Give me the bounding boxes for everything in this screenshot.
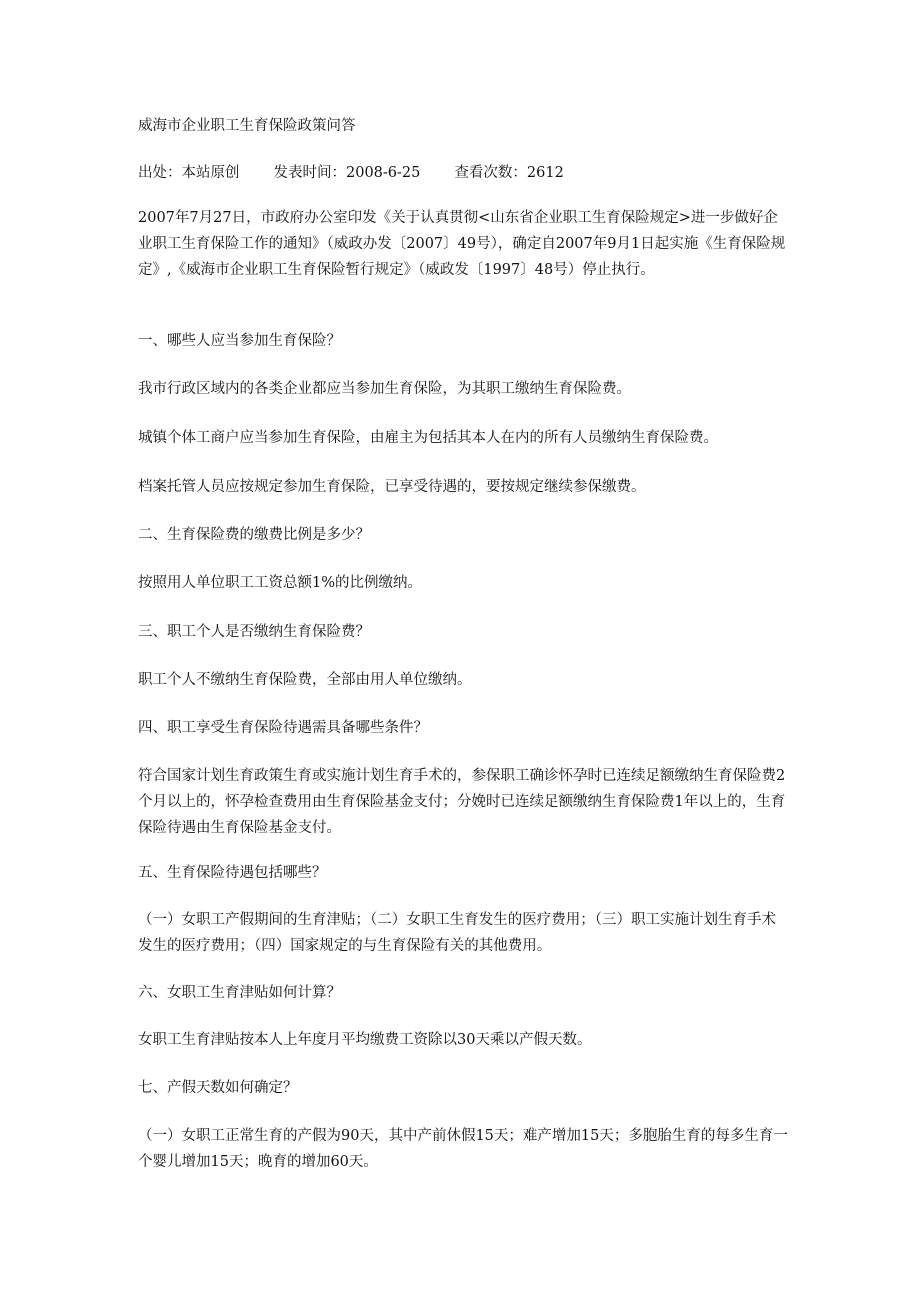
document-meta — [138, 160, 788, 186]
meta-published: 发表时间：2008-6-25 — [273, 165, 421, 181]
meta-source: 出处：本站原创 — [138, 165, 240, 181]
meta-views: 查看次数：2612 — [454, 165, 564, 181]
answer-6: 女职工生育津贴按本人上年度月平均缴费工资除以30天乘以产假天数。 — [138, 1032, 592, 1048]
intro-paragraph: 2007年7月27日，市政府办公室印发《关于认真贯彻<山东省企业职工生育保险规定>进一步做好企业职工生育保险工作的通知》（威政办发〔2007〕49号），确定自2007年9月1日起实施《生育保险规定》,《威海市企业职工生育保险暂行规定》（威政发〔1997〕48号）停止执行。 — [138, 210, 786, 278]
question-6: 六、女职工生育津贴如何计算？ — [138, 985, 341, 1001]
question-5: 五、生育保险待遇包括哪些？ — [138, 865, 327, 881]
question-2: 二、生育保险费的缴费比例是多少？ — [138, 527, 370, 543]
answer-3: 职工个人不缴纳生育保险费，全部由用人单位缴纳。 — [138, 672, 472, 688]
answer-7: （一）女职工正常生育的产假为90天，其中产前休假15天；难产增加15天；多胞胎生育的每多生育一个婴儿增加15天；晚育的增加60天。 — [138, 1128, 788, 1170]
answer-1-1: 我市行政区域内的各类企业都应当参加生育保险，为其职工缴纳生育保险费。 — [138, 381, 631, 397]
question-3: 三、职工个人是否缴纳生育保险费？ — [138, 624, 370, 640]
answer-1-3: 档案托管人员应按规定参加生育保险，已享受待遇的，要按规定继续参保缴费。 — [138, 479, 646, 495]
answer-5: （一）女职工产假期间的生育津贴；（二）女职工生育发生的医疗费用；（三）职工实施计划生育手术发生的医疗费用；（四）国家规定的与生育保险有关的其他费用。 — [138, 912, 776, 954]
question-7: 七、产假天数如何确定？ — [138, 1080, 298, 1096]
question-1: 一、哪些人应当参加生育保险？ — [138, 333, 341, 349]
question-4: 四、职工享受生育保险待遇需具备哪些条件？ — [138, 720, 428, 736]
document-title: 威海市企业职工生育保险政策问答 — [138, 118, 356, 134]
answer-4: 符合国家计划生育政策生育或实施计划生育手术的，参保职工确诊怀孕时已连续足额缴纳生育保险费2个月以上的，怀孕检查费用由生育保险基金支付；分娩时已连续足额缴纳生育保险费1年以上的，生育保险待遇由生育保险基金支付。 — [138, 768, 786, 836]
answer-1-2: 城镇个体工商户应当参加生育保险，由雇主为包括其本人在内的所有人员缴纳生育保险费。 — [138, 430, 718, 446]
answer-2: 按照用人单位职工工资总额1%的比例缴纳。 — [138, 575, 423, 591]
